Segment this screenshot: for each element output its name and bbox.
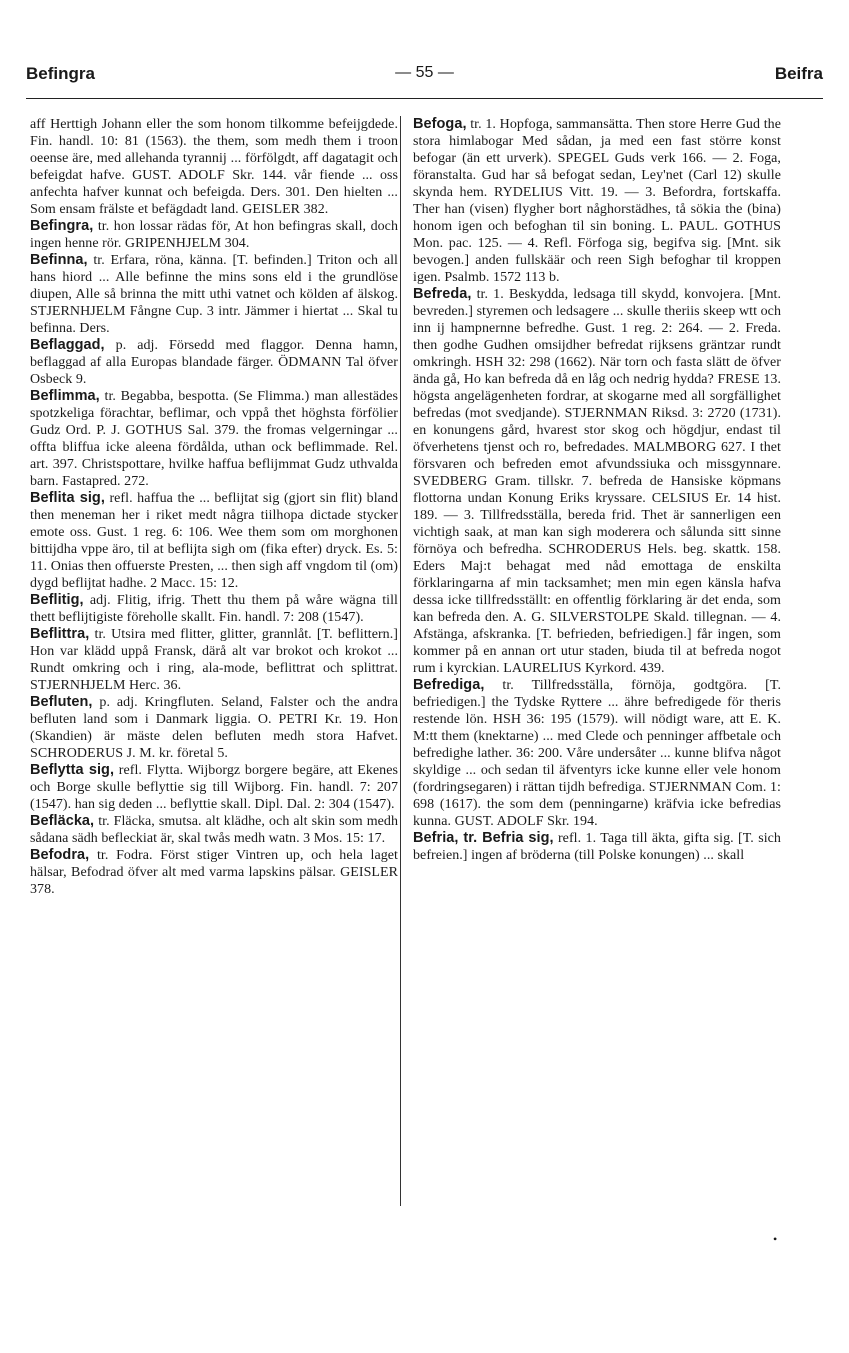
entry-text: tr. 1. Hopfoga, sammansätta. Then store Herre Gud the stora himlabogar Med sådan, ja med een fast större konst befogar (än ett urverk). SPEGEL Guds verk 166. — 2. Foga, föranstalta. Gud har så befogat sedan, Ley'net (Carl 12) skulle skynda hem. RYDELIUS Vitt. 19. — 3. Befordra, fortskaffa. Ther han (visen) flygher bort någhorstädhes, tå sökia the (bina) honom igen och befoghan til sin boning. L. PAUL. GOTHUS Mon. pac. 125. — 4. Refl. Förfoga sig, begifva sig. [Mnt. sik bevogen.] anden fullskäär och reen Sigh befoghar til kroppen igen. Psalmb. 1572 113 b. — [413, 117, 781, 285]
entry-text: adj. Flitig, ifrig. Thett thu them på wåre wägna till thett beflijtigiste föreholle skallt. Fin. handl. 7: 208 (1547). — [30, 593, 398, 625]
dictionary-entry — [30, 694, 398, 762]
entry-headword: Beflaggad, — [30, 337, 105, 353]
entry-text: tr. Tillfredsställa, förnöja, godtgöra. [T. befriedigen.] the Tydske Ryttere ... ähre befredigede för theris restende lön. HSH 36: 195 (1579). will nödigt ware, att E. K. M:tt them (knektarne) ... med Clede och penninger affbetale och befredighe lather. 36: 200. Våre undersåter ... kunne blifva något skyldige ... och sedan til äfventyrs icke kunne eller vele honom (fordringsegaren) i rättan tijdh befrediga. STJERNMAN Com. 1: 698 (1617). the som dem (penningarne) kräfvia icke befredias kunna. GUST. ADOLF Skr. 194. — [413, 678, 781, 829]
dictionary-entry — [413, 286, 781, 677]
entry-headword: Beflimma, — [30, 388, 100, 404]
entry-text: p. adj. Försedd med flaggor. Denna hamn, beflaggad af alla Europas blandade färger. ÖDMANN Tal öfver Osbeck 9. — [30, 338, 398, 387]
entry-text: p. adj. Kringfluten. Seland, Falster och the andra befluten land som i Danmark liggia. O. PETRI Kr. 19. Hon (Skandien) är mäste delen befluten medh stora Hafvet. SCHRODERUS J. M. kr. företal 5. — [30, 695, 398, 761]
dictionary-entry — [30, 116, 398, 218]
entry-headword: Beflita sig, — [30, 490, 105, 506]
entry-headword: Beflittra, — [30, 626, 90, 642]
entry-text: refl. Flytta. Wijborgz borgere begäre, att Ekenes och Borge skulle beflyttie sig till Wijborg. Fin. handl. 7: 207 (1547). han sig deden ... beflyttie skall. Dipl. Dal. 2: 304 (1547). — [30, 763, 398, 812]
entry-headword: Befreda, — [413, 286, 472, 302]
dictionary-entry — [30, 252, 398, 337]
left-column — [30, 116, 398, 898]
entry-headword: Befinna, — [30, 252, 88, 268]
entry-headword: Befrediga, — [413, 677, 485, 693]
dictionary-entry — [30, 847, 398, 898]
entry-headword: Befingra, — [30, 218, 94, 234]
dictionary-entry — [30, 592, 398, 626]
entry-headword: Beflitig, — [30, 592, 84, 608]
dictionary-entry — [30, 813, 398, 847]
dictionary-entry — [30, 762, 398, 813]
entry-headword: Befläcka, — [30, 813, 95, 829]
column-divider — [400, 116, 401, 1206]
entry-headword: Beflytta sig, — [30, 762, 115, 778]
entry-text: refl. 1. Taga till äkta, gifta sig. [T. sich befreien.] ingen af bröderna (till Polske konungen) ... skall — [413, 831, 781, 863]
dictionary-entry — [413, 116, 781, 286]
right-column — [413, 116, 781, 864]
dictionary-entry — [413, 677, 781, 830]
entry-headword: Befria, tr. Befria sig, — [413, 830, 554, 846]
entry-text: tr. Fläcka, smutsa. alt klädhe, och alt skin som medh sådana sädh befleckiat är, skal twås medh watn. 3 Mos. 15: 17. — [30, 814, 398, 846]
entry-text: tr. 1. Beskydda, ledsaga till skydd, konvojera. [Mnt. bevreden.] styremen och ledsagere ... skulle theriis skeep wtt och inn ij hampnernne befredhe. Gust. 1 reg. 2: 264. — 2. Freda. then godhe Gudhen omsijdher befredat rijksens gräntzar rundt omkringh. HSH 32: 298 (1662). När torn och fasta slätt de öfver ända gå, Ho kan befreda då en låg och nedrig hydda? FRESE 13. högsta angelägenheten fordrar, at skogarne med all sorgfällighet befredas (mot svedjande). STJERNMAN Riksd. 3: 2720 (1731). en konungens gård, hvarest stor skog och högdjur, endast til öfverhetens tjenst och ro, befredades. MALMBORG 627. I thet försvaren och befreden emot afvundssiuka och missgynnare. SVEDBERG Gram. tillskr. 7. befreda de Hansiske köpmans flottorna undan Konung Eriks kryssare. CELSIUS Er. 14 hist. 189. — 3. Tillfredsställa, bereda frid. Thet är sannerligen een vichtigh saak, at man kan sigh moderera och sålunda sitt sinne förnöya och befredha. SCHRODERUS Hels. beg. skattk. 158. Eders Maj:t behagat med nåd emottaga de enskilta förklaringarna af min tacksamhet; men min egen känsla hafva dessa icke tillfredsställt: en offentlig förklaring är det enda, som kan befreda den. A. G. SILVERSTOLPE Skald. tillegnan. — 4. Afstänga, afskranka. [T. befrieden, befriedigen.] får ingen, som kommer på en annan ort utur staden, biuda til at befreda nogot rum i kyrckian. LAURELIUS Kyrkord. 439. — [413, 287, 781, 676]
dictionary-entry — [30, 626, 398, 694]
page-number: — 55 — — [395, 64, 454, 81]
entry-text: aff Herttigh Johann eller the som honom tilkomme befeijgdede. Fin. handl. 10: 81 (1563). the them, som medh them i troon oeense äre, med allehanda tyrannij ... förfölgdt, aff dagatagit och befeigdat hafve. GUST. ADOLF Skr. 144. vår fiende ... oss anfechta hafver kunnat och befeigda. Ders. 301. Den hielten ... Som ensam frälste et befägdadt land. GEISLER 382. — [30, 117, 398, 217]
entry-headword: Befluten, — [30, 694, 93, 710]
page-header — [26, 64, 823, 96]
entry-headword: Befoga, — [413, 116, 467, 132]
entry-text: tr. hon lossar rädas för, At hon befingras skall, doch ingen henne rör. GRIPENHJELM 304. — [30, 219, 398, 251]
dictionary-entry — [30, 490, 398, 592]
entry-text: tr. Begabba, bespotta. (Se Flimma.) man allestädes spotzkeliga förachtar, beflimar, och vppå thet höghsta förfölier Gudz Ord. P. J. GOTHUS Sal. 379. the fromas velgerningar ... offta bliffua icke aleena fördålda, uthan ock beflimmade. Rel. art. 397. Christspottare, hvilke haffua beflijmmat Gudz uthvalda barn. Fastapred. 272. — [30, 389, 398, 489]
dictionary-entry — [413, 830, 781, 864]
dictionary-entry — [30, 337, 398, 388]
dictionary-entry — [30, 218, 398, 252]
entry-text: refl. haffua the ... beflijtat sig (gjort sin flit) bland then meneman her i riket medt några tiilhopa dictade stycker emote oss. Gust. 1 reg. 6: 106. Wee them som om morghonen bittijdha vppe äro, til at beflijta sigh om (fika efter) dryck. Es. 5: 11. Onias then offuerste Presten, ... then sigh aff vngdom til (om) dygd beflijtat hadhe. 2 Macc. 15: 12. — [30, 491, 399, 591]
stray-mark: • — [773, 1232, 778, 1246]
entry-text: tr. Utsira med flitter, glitter, grannlåt. [T. beflittern.] Hon var klädd uppå Fransk, därå alt var brokot och krokot ... Rundt omkring och i ring, ala-mode, beflittrat och splittrat. STJERNHJELM Herc. 36. — [30, 627, 398, 693]
header-right-headword: Beifra — [774, 64, 823, 83]
entry-text: tr. Fodra. Först stiger Vintren up, och hela laget hälsar, Befodrad öfver alt med varma lapskins pälsar. GEISLER 378. — [30, 848, 398, 897]
entry-headword: Befodra, — [30, 847, 90, 863]
header-left-headword: Befingra — [26, 64, 95, 83]
entry-text: tr. Erfara, röna, känna. [T. befinden.] Triton och all hans hiord ... Alle befinne the mins sons eld i the grundlöse diupen, Alle så brinna the mitt uthi vatnet och kölden af älskog. STJERNHJELM Fångne Cup. 3 intr. Jämmer i hiertat ... Skal tu befinna. Ders. — [30, 253, 398, 336]
dictionary-entry — [30, 388, 398, 490]
header-rule — [26, 98, 823, 99]
